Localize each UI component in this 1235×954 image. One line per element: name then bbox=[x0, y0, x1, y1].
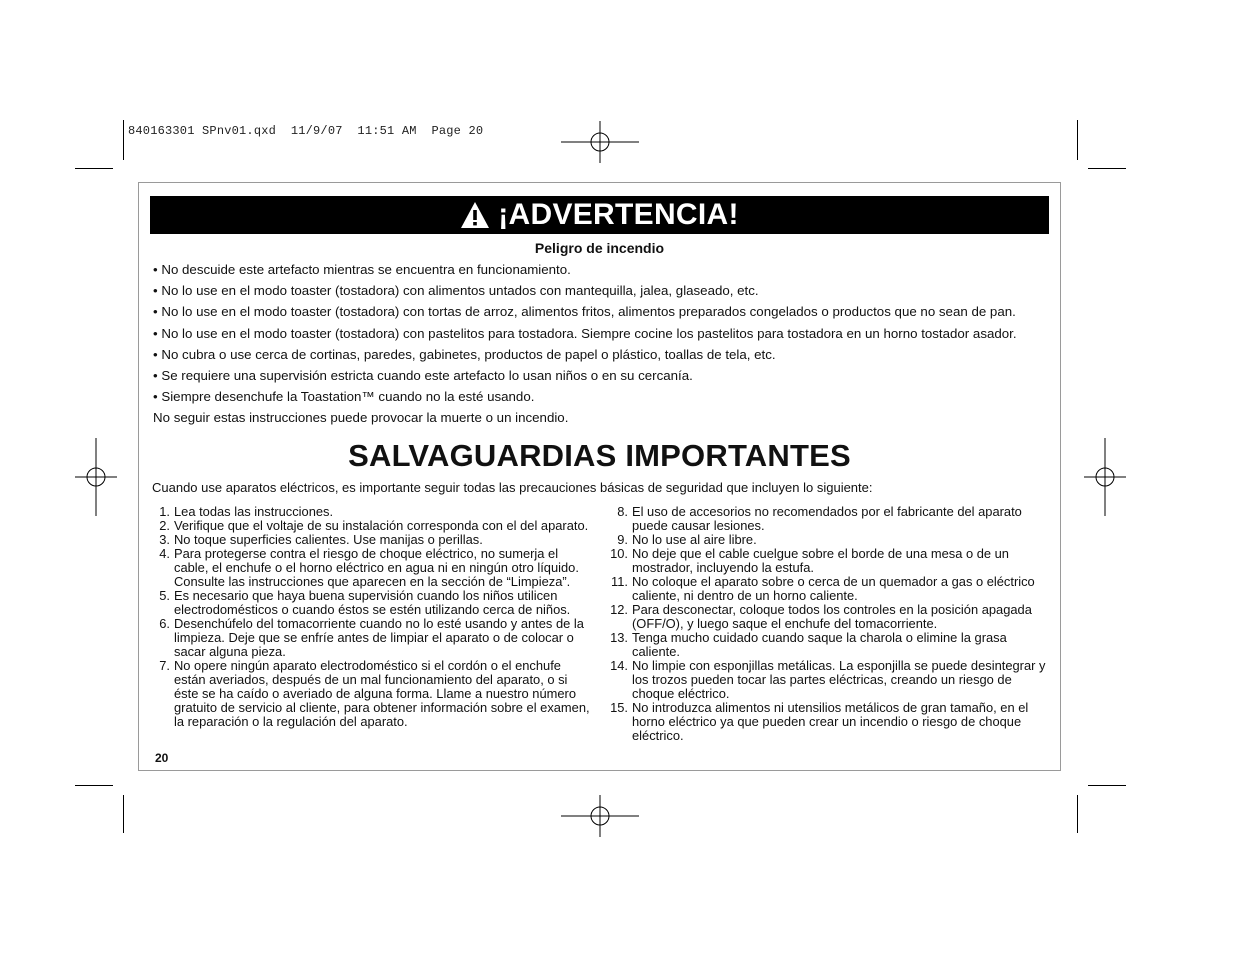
list-item: 7. No opere ningún aparato electrodoméstico si el cordón o el enchufe están averiados, después de un mal funcionamiento del aparato, o si éste se ha caído o averiado de alguna forma. Llame a nuestro número gratuito de servicio al cliente, para obtener información sobre el examen, la reparación o la regulación del aparato. bbox=[159, 658, 590, 729]
list-item: 12. Para desconectar, coloque todos los controles en la posición apagada (OFF/O), y luego saque el enchufe del tomacorriente. bbox=[610, 602, 1032, 631]
list-item: 1. Lea todas las instrucciones. bbox=[159, 504, 334, 519]
list-item: 3. No toque superficies calientes. Use manijas o perillas. bbox=[159, 532, 483, 547]
crop-mark bbox=[123, 795, 124, 833]
print-slug: 840163301 SPnv01.qxd 11/9/07 11:51 AM Page 20 bbox=[128, 124, 484, 138]
list-item: 15. No introduzca alimentos ni utensilios metálicos de gran tamaño, en el horno eléctrico ya que pueden crear un incendio o riesgo de choque eléctrico. bbox=[610, 700, 1029, 743]
list-item: 11. No coloque el aparato sobre o cerca de un quemador a gas o eléctrico caliente, ni dentro de un horno caliente. bbox=[611, 574, 1035, 603]
safeguards-list-right bbox=[610, 505, 1050, 743]
safeguards-list-left bbox=[152, 505, 592, 729]
crop-mark bbox=[123, 120, 124, 160]
list-item: • No descuide este artefacto mientras se encuentra en funcionamiento. bbox=[153, 262, 571, 277]
list-item: • No lo use en el modo toaster (tostadora) con pastelitos para tostadora. Siempre cocine los pastelitos para tostadora en un horno tostador asador. bbox=[153, 325, 1017, 341]
registration-mark-icon bbox=[75, 438, 117, 516]
list-item: • No cubra o use cerca de cortinas, paredes, gabinetes, productos de papel o plástico, toallas de tela, etc. bbox=[153, 346, 776, 362]
registration-mark-icon bbox=[1084, 438, 1126, 516]
safeguards-intro: Cuando use aparatos eléctricos, es importante seguir todas las precauciones básicas de seguridad que incluyen lo siguiente: bbox=[152, 480, 873, 495]
warning-banner bbox=[150, 196, 1049, 234]
list-item: • Siempre desenchufe la Toastation™ cuando no la esté usando. bbox=[153, 389, 535, 405]
list-item: 2. Verifique que el voltaje de su instalación corresponda con el del aparato. bbox=[159, 518, 589, 533]
list-item: • No lo use en el modo toaster (tostadora) con tortas de arroz, alimentos fritos, alimentos preparados congelados o productos que no sean de pan. bbox=[153, 304, 1016, 320]
registration-mark-icon bbox=[561, 795, 639, 837]
list-item: 6. Desenchúfelo del tomacorriente cuando no lo esté usando y antes de la limpieza. Deje que se enfríe antes de limpiar el aparato o de colocar o sacar alguna pieza. bbox=[159, 616, 584, 659]
crop-mark bbox=[75, 168, 113, 169]
list-item: • No lo use en el modo toaster (tostadora) con alimentos untados con mantequilla, jalea, glaseado, etc. bbox=[153, 283, 759, 299]
crop-mark bbox=[1088, 168, 1126, 169]
warning-footer: No seguir estas instrucciones puede provocar la muerte o un incendio. bbox=[153, 410, 569, 425]
warning-triangle-icon bbox=[460, 201, 490, 229]
list-item: 14. No limpie con esponjillas metálicas. La esponjilla se puede desintegrar y los trozos pueden tocar las partes eléctricas, creando un riesgo de choque eléctrico. bbox=[610, 658, 1046, 701]
page-number: 20 bbox=[155, 751, 169, 765]
safeguards-title: SALVAGUARDIAS IMPORTANTES bbox=[348, 438, 851, 473]
list-item: 5. Es necesario que haya buena supervisión cuando los niños utilicen electrodomésticos o cuando éstos se estén utilizando cerca de niños. bbox=[159, 588, 571, 617]
warning-subtitle: Peligro de incendio bbox=[534, 240, 665, 256]
list-item: 8. El uso de accesorios no recomendados por el fabricante del aparato puede causar lesiones. bbox=[617, 504, 1022, 533]
crop-mark bbox=[1077, 795, 1078, 833]
crop-mark bbox=[1077, 120, 1078, 160]
crop-mark bbox=[1088, 785, 1126, 786]
list-item: • Se requiere una supervisión estricta cuando este artefacto lo usan niños o en su cercanía. bbox=[153, 367, 693, 383]
list-item: 13. Tenga mucho cuidado cuando saque la charola o elimine la grasa caliente. bbox=[610, 630, 1007, 659]
list-item: 4. Para protegerse contra el riesgo de choque eléctrico, no sumerja el cable, el enchufe o el horno eléctrico en agua ni en ningún otro líquido. Consulte las instrucciones que aparecen en la sección de “Limpieza”. bbox=[159, 546, 579, 589]
list-item: 10. No deje que el cable cuelgue sobre el borde de una mesa o de un mostrador, incluyendo la estufa. bbox=[610, 546, 1009, 575]
warning-title: ¡ADVERTENCIA! bbox=[498, 198, 739, 231]
list-item: 9. No lo use al aire libre. bbox=[617, 532, 757, 547]
registration-mark-icon bbox=[561, 121, 639, 163]
crop-mark bbox=[75, 785, 113, 786]
warning-list bbox=[153, 262, 1017, 410]
